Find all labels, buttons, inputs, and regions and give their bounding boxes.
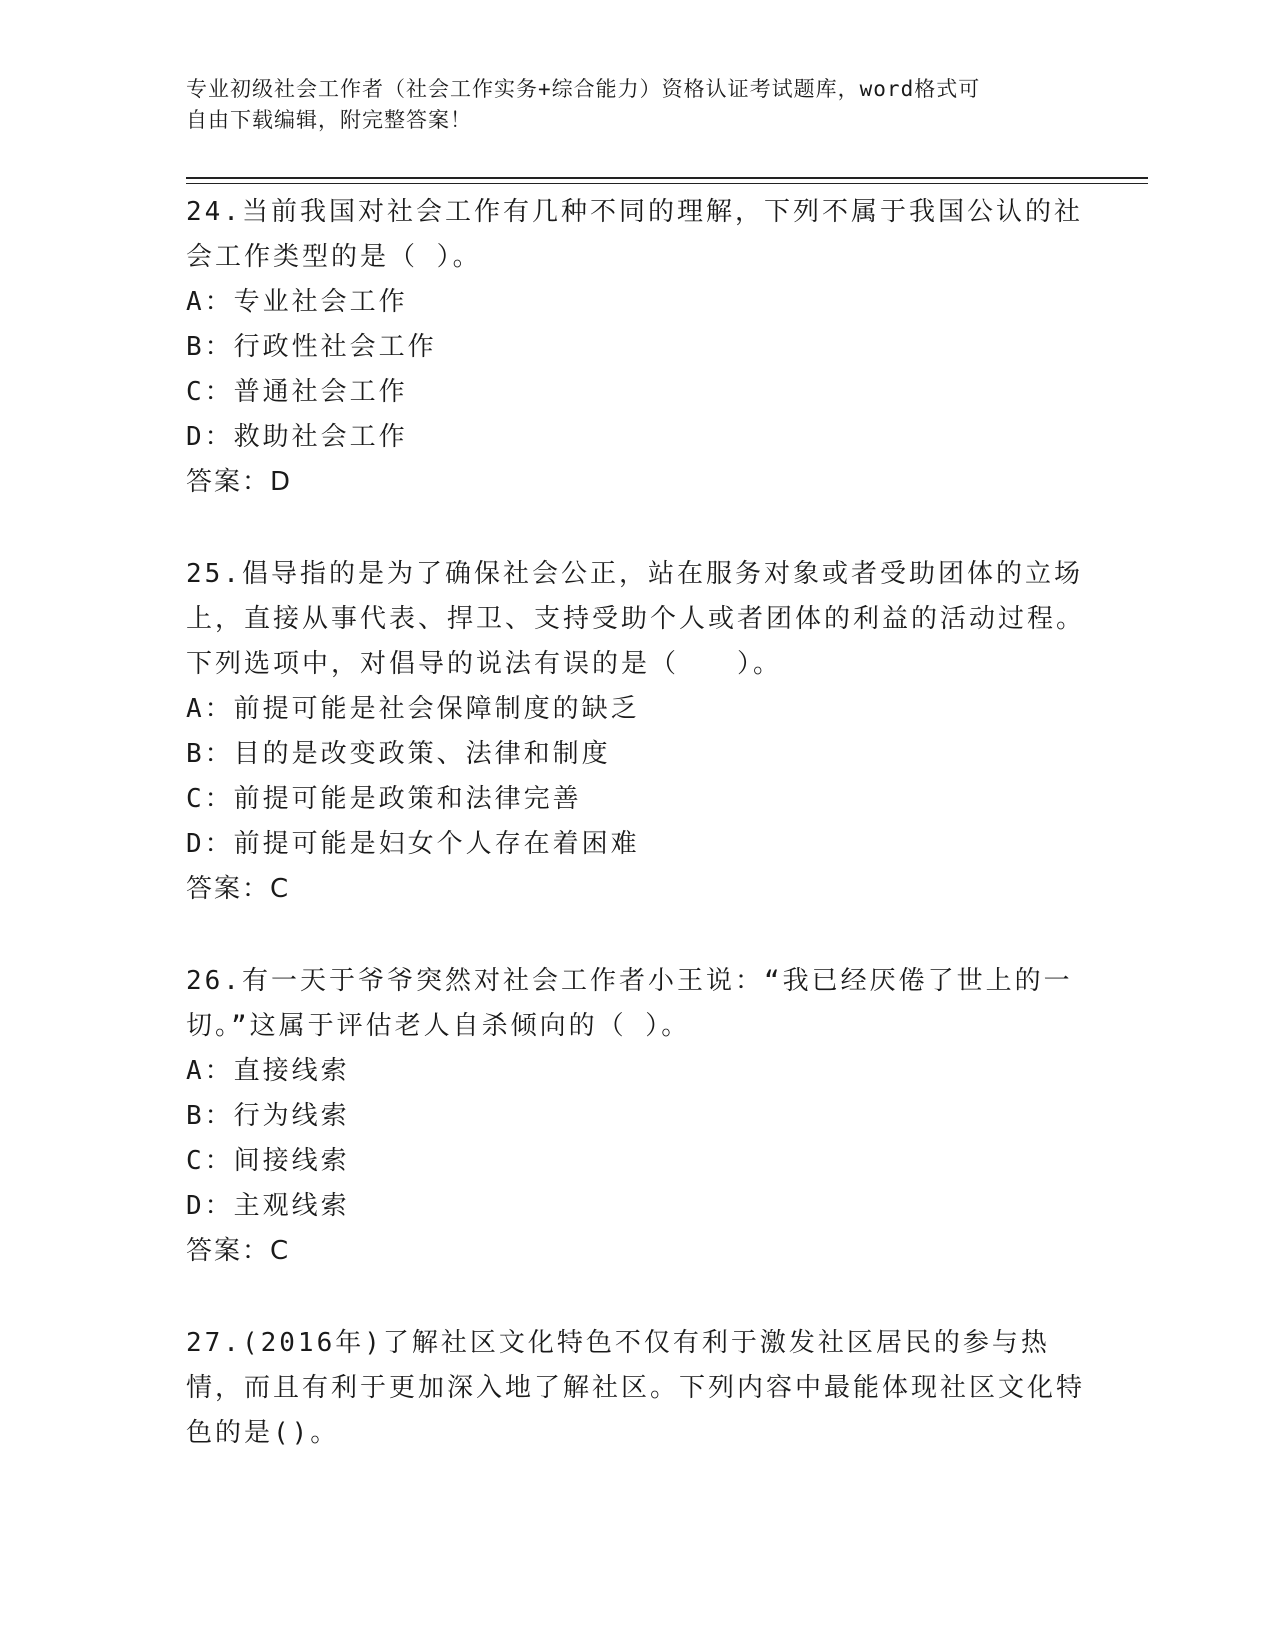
answer: 答案：C: [186, 874, 291, 904]
question-stem: 24.当前我国对社会工作有几种不同的理解，下列不属于我国公认的社会工作类型的是（ ）。: [186, 197, 1083, 272]
option-b: B：目的是改变政策、法律和制度: [186, 739, 611, 769]
question-27: [186, 1321, 1096, 1456]
option-a: A：专业社会工作: [186, 287, 408, 317]
header-line-1: 专业初级社会工作者（社会工作实务+综合能力）资格认证考试题库，word格式可: [186, 77, 981, 101]
option-d: D：救助社会工作: [186, 422, 408, 452]
answer: 答案：C: [186, 1236, 291, 1266]
question-26: [186, 959, 1096, 1274]
header-line-2: 自由下载编辑，附完整答案！: [186, 108, 472, 132]
question-list: [186, 190, 1096, 1503]
option-d: D：前提可能是妇女个人存在着困难: [186, 829, 640, 859]
document-header: [186, 74, 1076, 136]
question-stem: 26.有一天于爷爷突然对社会工作者小王说：“我已经厌倦了世上的一切。”这属于评估老人自杀倾向的（ ）。: [186, 966, 1073, 1041]
option-a: A：直接线索: [186, 1056, 350, 1086]
question-stem: 27.(2016年)了解社区文化特色不仅有利于激发社区居民的参与热情，而且有利于更加深入地了解社区。下列内容中最能体现社区文化特色的是()。: [186, 1328, 1086, 1448]
option-b: B：行政性社会工作: [186, 332, 437, 362]
header-divider-thin: [186, 183, 1148, 184]
question-24: [186, 190, 1096, 505]
question-stem: 25.倡导指的是为了确保社会公正，站在服务对象或者受助团体的立场上，直接从事代表、捍卫、支持受助个人或者团体的利益的活动过程。下列选项中，对倡导的说法有误的是（ ）。: [186, 559, 1086, 679]
option-c: C：间接线索: [186, 1146, 350, 1176]
option-b: B：行为线索: [186, 1101, 350, 1131]
option-a: A：前提可能是社会保障制度的缺乏: [186, 694, 640, 724]
header-divider-thick: [186, 177, 1148, 179]
option-d: D：主观线索: [186, 1191, 350, 1221]
option-c: C：普通社会工作: [186, 377, 408, 407]
question-25: [186, 552, 1096, 912]
answer: 答案：D: [186, 467, 293, 497]
option-c: C：前提可能是政策和法律完善: [186, 784, 582, 814]
